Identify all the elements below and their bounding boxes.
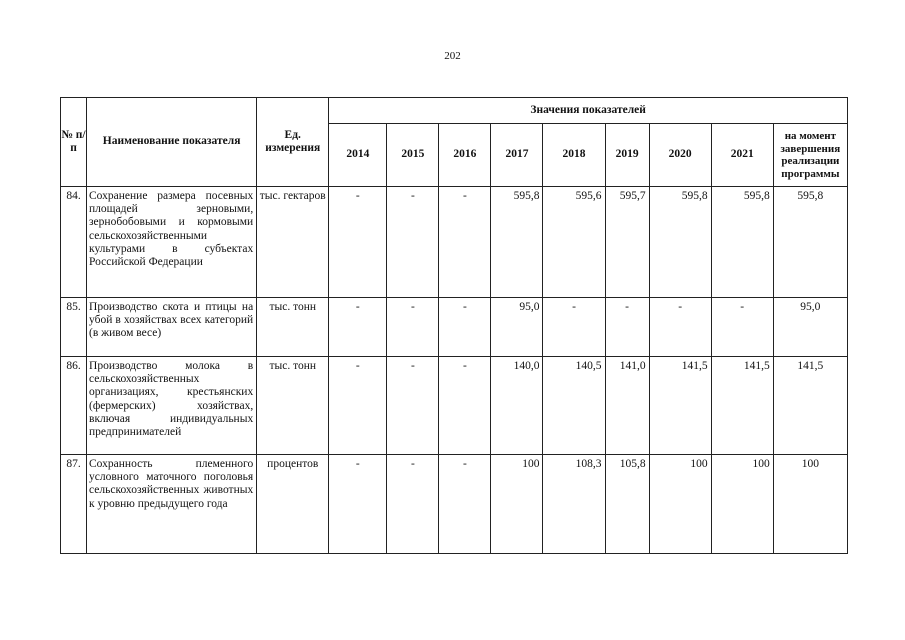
- value-cell: -: [439, 298, 491, 357]
- value-cell: 595,6: [543, 187, 605, 298]
- value-cell: 141,5: [711, 357, 773, 455]
- value-cell: -: [711, 298, 773, 357]
- row-number: 86.: [61, 357, 87, 455]
- value-cell: -: [387, 357, 439, 455]
- header-year: 2018: [543, 124, 605, 187]
- value-cell: -: [439, 357, 491, 455]
- indicator-name: Сохранение размера посевных площадей зерновыми, зернобобовыми и кормовыми сельскохозяйственными культурами в субъектах Российской Федерации: [87, 187, 257, 298]
- table-row: [61, 455, 848, 554]
- row-number: 87.: [61, 455, 87, 554]
- value-cell: -: [439, 455, 491, 554]
- final-value-cell: 595,8: [773, 187, 847, 298]
- value-cell: 140,5: [543, 357, 605, 455]
- row-number: 85.: [61, 298, 87, 357]
- final-value-cell: 100: [773, 455, 847, 554]
- value-cell: -: [605, 298, 649, 357]
- indicators-table: [60, 97, 848, 554]
- row-number: 84.: [61, 187, 87, 298]
- value-cell: -: [439, 187, 491, 298]
- header-col-unit: Ед. измерения: [257, 98, 329, 187]
- table-row: [61, 298, 848, 357]
- header-year: 2015: [387, 124, 439, 187]
- value-cell: -: [649, 298, 711, 357]
- value-cell: 100: [711, 455, 773, 554]
- value-cell: 595,8: [711, 187, 773, 298]
- value-cell: 105,8: [605, 455, 649, 554]
- value-cell: 95,0: [491, 298, 543, 357]
- value-cell: -: [387, 455, 439, 554]
- unit-cell: тыс. тонн: [257, 298, 329, 357]
- value-cell: 141,0: [605, 357, 649, 455]
- header-year: 2016: [439, 124, 491, 187]
- header-col-final: на момент завершения реализации программы: [773, 124, 847, 187]
- unit-cell: процентов: [257, 455, 329, 554]
- header-year: 2021: [711, 124, 773, 187]
- indicator-name: Производство молока в сельскохозяйственных организациях, крестьянских (фермерских) хозяйствах, включая индивидуальных предпринимателей: [87, 357, 257, 455]
- value-cell: -: [543, 298, 605, 357]
- value-cell: -: [329, 455, 387, 554]
- value-cell: 140,0: [491, 357, 543, 455]
- value-cell: -: [387, 187, 439, 298]
- indicator-name: Сохранность племенного условного маточного поголовья сельскохозяйственных животных к уровню предыдущего года: [87, 455, 257, 554]
- value-cell: 100: [649, 455, 711, 554]
- value-cell: 141,5: [649, 357, 711, 455]
- value-cell: 100: [491, 455, 543, 554]
- indicator-name: Производство скота и птицы на убой в хозяйствах всех категорий (в живом весе): [87, 298, 257, 357]
- header-values-group: Значения показателей: [329, 98, 848, 124]
- header-col-num: № п/п: [61, 98, 87, 187]
- value-cell: 595,7: [605, 187, 649, 298]
- header-year: 2020: [649, 124, 711, 187]
- value-cell: 595,8: [649, 187, 711, 298]
- header-col-name: Наименование показателя: [87, 98, 257, 187]
- value-cell: 595,8: [491, 187, 543, 298]
- page-number: 202: [444, 50, 461, 62]
- value-cell: -: [329, 187, 387, 298]
- value-cell: -: [387, 298, 439, 357]
- header-year: 2014: [329, 124, 387, 187]
- final-value-cell: 95,0: [773, 298, 847, 357]
- header-year: 2017: [491, 124, 543, 187]
- header-year: 2019: [605, 124, 649, 187]
- table-row: [61, 187, 848, 298]
- value-cell: 108,3: [543, 455, 605, 554]
- value-cell: -: [329, 298, 387, 357]
- unit-cell: тыс. гектаров: [257, 187, 329, 298]
- header-row-group: [61, 98, 848, 124]
- unit-cell: тыс. тонн: [257, 357, 329, 455]
- table-row: [61, 357, 848, 455]
- final-value-cell: 141,5: [773, 357, 847, 455]
- value-cell: -: [329, 357, 387, 455]
